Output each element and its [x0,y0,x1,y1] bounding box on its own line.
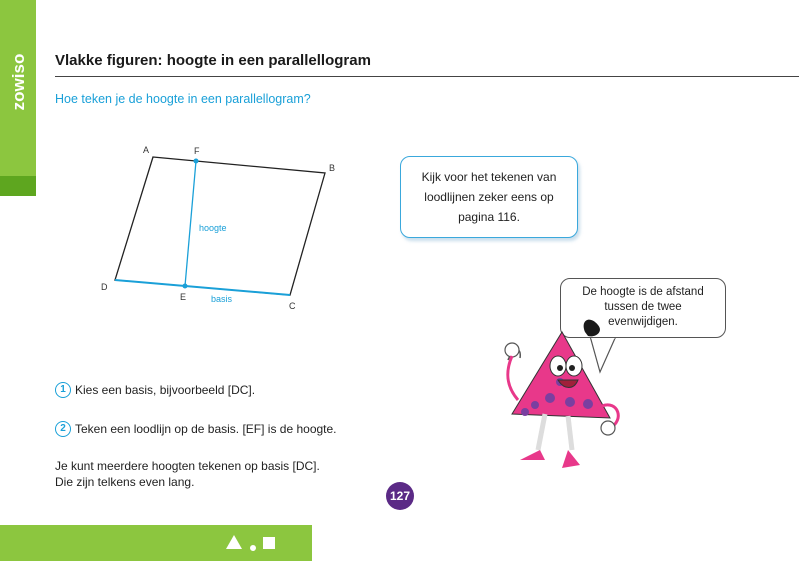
step-text-1: Kies een basis, bijvoorbeeld [DC]. [75,383,256,397]
mascot-illustration [490,310,640,490]
base-label: basis [211,294,233,304]
step-2 [55,421,337,437]
side-strip [0,0,36,196]
page-number-badge: 127 [386,482,414,510]
label-e: E [180,292,187,302]
point-e [183,284,188,289]
point-f [194,159,199,164]
label-a: A [143,145,150,155]
step-1 [55,382,255,398]
note-text [55,458,320,490]
label-d: D [101,282,108,292]
title-divider [55,76,799,77]
step-text-2: Teken een loodlijn op de basis. [EF] is de hoogte. [75,422,337,436]
tip-box: Kijk voor het tekenen van loodlijnen zeker eens op pagina 116. [400,156,578,238]
parallelogram-diagram [95,140,345,320]
height-line-ef [185,161,196,286]
height-label: hoogte [199,223,227,233]
step-number-1: 1 [55,382,71,398]
label-f: F [194,146,200,156]
triangle-icon [226,535,242,549]
step-number-2: 2 [55,421,71,437]
square-icon [263,537,275,549]
side-strip-accent [0,176,36,196]
note-line-1: Je kunt meerdere hoogten tekenen op basis [DC]. [55,459,320,473]
page-subtitle: Hoe teken je de hoogte in een parallellogram? [55,92,311,106]
label-b: B [329,163,336,173]
label-c: C [289,301,296,311]
note-line-2: Die zijn telkens even lang. [55,475,195,489]
base-line-dc [115,280,290,295]
brand-logo: zowiso [9,53,28,111]
page-title: Vlakke figuren: hoogte in een parallellogram [55,52,371,69]
dot-icon [250,545,256,551]
speech-bubble: De hoogte is de afstand tussen de twee evenwijdigen. [560,278,726,338]
